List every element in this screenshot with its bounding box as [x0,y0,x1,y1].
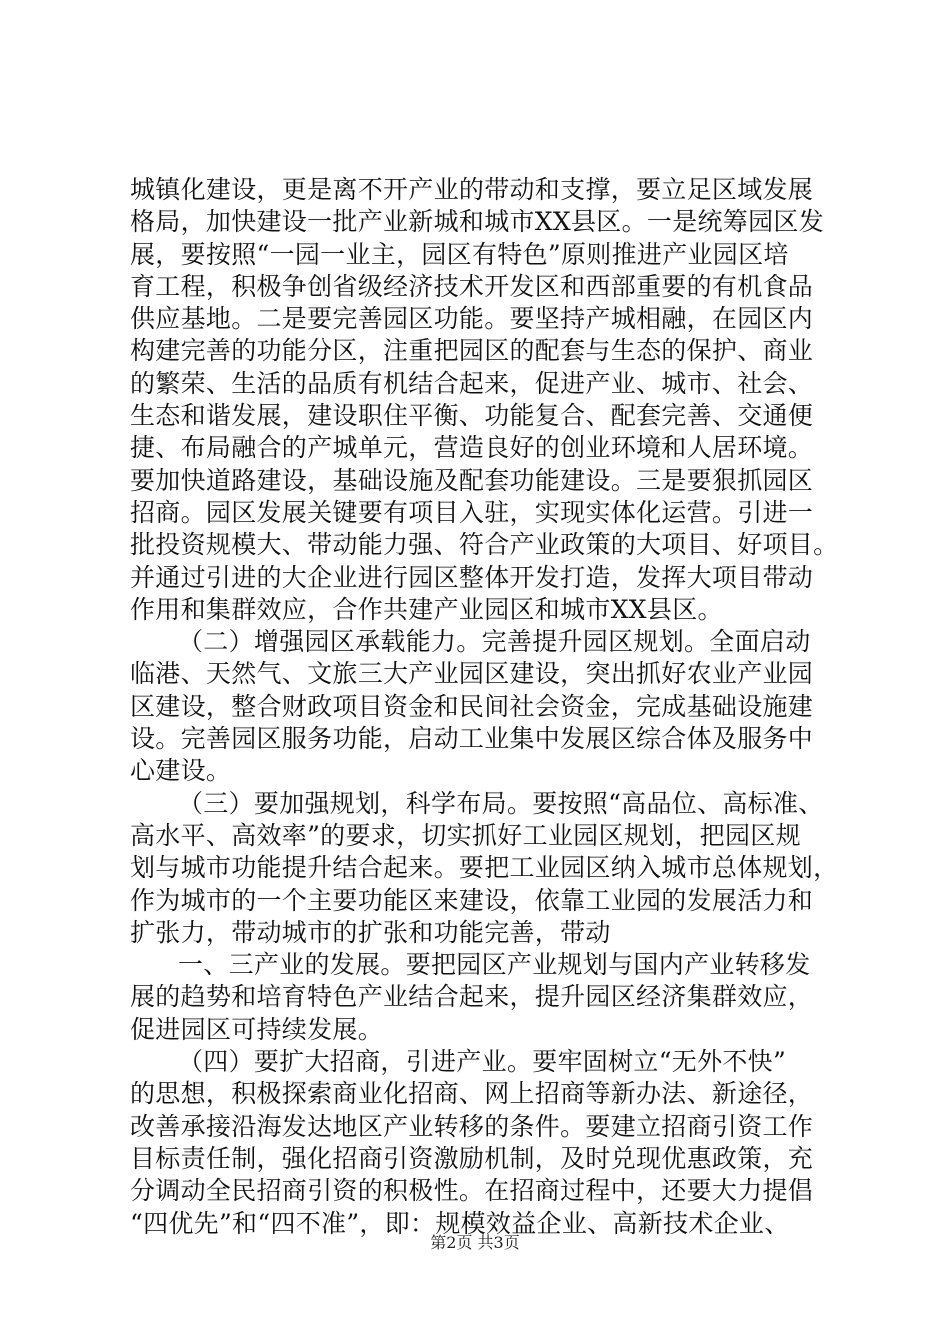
text-line: 构建完善的功能分区，注重把园区的配套与生态的保护、商业 [130,336,814,366]
text-line: 心建设。 [130,756,232,786]
paragraph-start-line: （三）要加强规划，科学布局。要按照“高品位、高标准、 [178,788,824,818]
text-line: 高水平、高效率”的要求，切实抓好工业园区规划，把园区规 [130,820,801,850]
text-line: 捷、布局融合的产城单元，营造良好的创业环境和人居环境。 [130,433,814,463]
text-line: 促进园区可持续发展。 [130,1014,384,1044]
paragraph-start-line: （四）要扩大招商，引进产业。要牢固树立“无外不快” [178,1047,787,1077]
text-line: 批投资规模大、带动能力强、符合产业政策的大项目、好项目。 [130,530,839,560]
text-line: 目标责任制，强化招商引资激励机制，及时兑现优惠政策，充 [130,1143,814,1173]
text-line: 生态和谐发展，建设职住平衡、功能复合、配套完善、交通便 [130,401,814,431]
text-line: 的繁荣、生活的品质有机结合起来，促进产业、城市、社会、 [130,368,814,398]
text-line: “四优先”和“四不准”，即：规模效益企业、高新技术企业、 [130,1208,790,1238]
text-line: 育工程，积极争创省级经济技术开发区和西部重要的有机食品 [130,271,814,301]
text-line: 展，要按照“一园一业主，园区有特色”原则推进产业园区培 [130,239,789,269]
text-line: 格局，加快建设一批产业新城和城市XX县区。一是统筹园区发 [130,207,824,237]
text-line: 城镇化建设，更是离不开产业的带动和支撑，要立足区域发展 [130,175,814,204]
document-body [130,174,840,1240]
text-line: 区建设，整合财政项目资金和民间社会资金，完成基础设施建 [130,691,814,721]
text-line: 分调动全民招商引资的积极性。在招商过程中，还要大力提倡 [130,1176,814,1206]
page-number-footer: 第2页 共3页 [430,1233,520,1252]
text-line: 设。完善园区服务功能，启动工业集中发展区综合体及服务中 [130,724,814,754]
text-line: 改善承接沿海发达地区产业转移的条件。要建立招商引资工作 [130,1111,814,1141]
text-line: 展的趋势和培育特色产业结合起来，提升园区经济集群效应， [130,982,814,1012]
paragraph-start-line: （二）增强园区承载能力。完善提升园区规划。全面启动 [178,627,811,657]
text-line: 扩张力，带动城市的扩张和功能完善，带动 [130,917,611,947]
text-line: 作为城市的一个主要功能区来建设，依靠工业园的发展活力和 [130,885,814,915]
text-line: 临港、天然气、文旅三大产业园区建设，突出抓好农业产业园 [130,659,814,689]
text-line: 要加快道路建设，基础设施及配套功能建设。三是要狠抓园区 [130,465,814,495]
text-line: 供应基地。二是要完善园区功能。要坚持产城相融，在园区内 [130,304,814,334]
text-line: 并通过引进的大企业进行园区整体开发打造，发挥大项目带动 [130,562,814,592]
text-line: 招商。园区发展关键要有项目入驻，实现实体化运营。引进一 [130,497,814,527]
paragraph-start-line: 一、三产业的发展。要把园区产业规划与国内产业转移发 [178,950,811,980]
text-line: 的思想，积极探索商业化招商、网上招商等新办法、新途径， [130,1079,814,1109]
text-line: 划与城市功能提升结合起来。要把工业园区纳入城市总体规划， [130,853,839,883]
text-line: 作用和集群效应，合作共建产业园区和城市XX县区。 [130,594,723,624]
